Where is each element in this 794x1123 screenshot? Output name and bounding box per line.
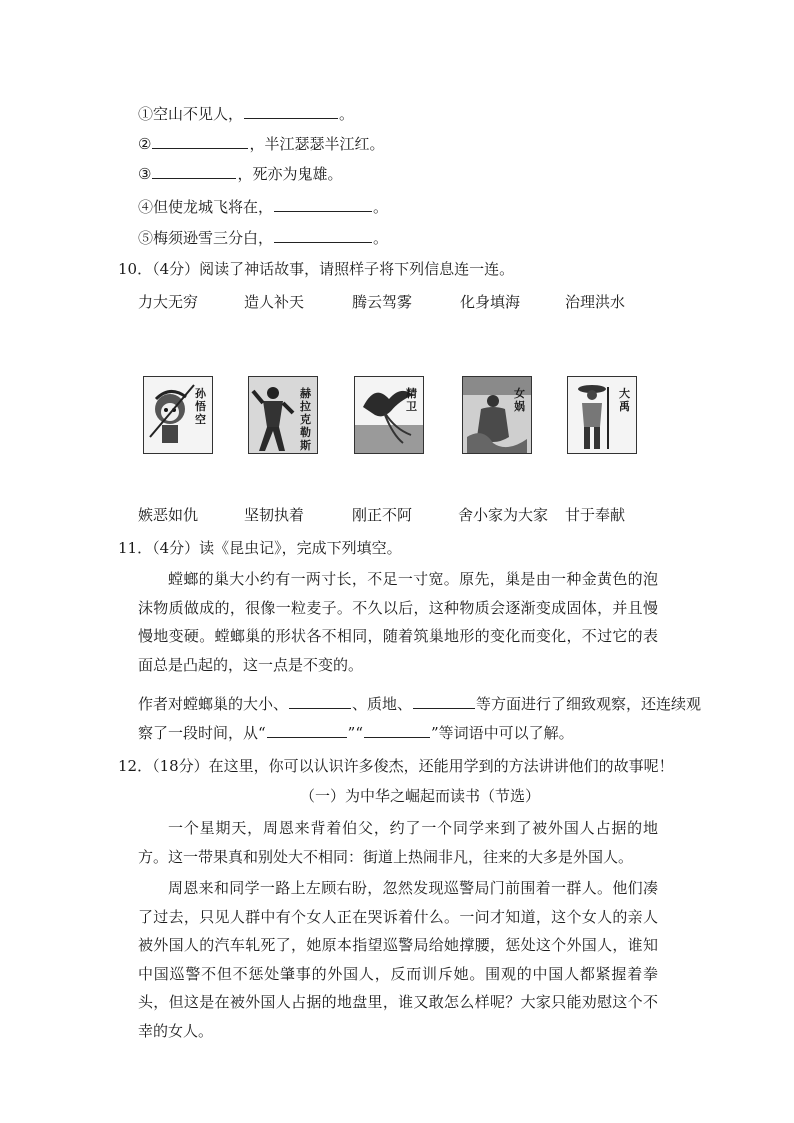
picture-card[interactable] xyxy=(462,376,532,454)
fill-item-1: ①空山不见人， 。 xyxy=(138,105,355,123)
picture-label: 孙悟空 xyxy=(195,387,206,426)
q11-title: 11．（4分）读《昆虫记》，完成下列填空。 xyxy=(118,539,402,557)
top-word[interactable]: 化身填海 xyxy=(460,293,521,311)
q12-paragraph-2: 周恩来和同学一路上左顾右盼，忽然发现巡警局门前围着一群人。他们凑了过去，只见人群中有个女人正在哭诉着什么。一问才知道，这个女人的亲人被外国人的汽车轧死了，她原本指望巡警局给她撑腰，惩处这个外国人，谁知中国巡警不但不惩处肇事的外国人，反而训斥她。围观的中国人都紧握着拳头，但这是在被外国人占据的地盘里，谁又敢怎么样呢？大家只能劝慰这个不幸的女人。 xyxy=(138,879,658,1040)
bottom-word-row xyxy=(0,504,794,524)
fill-item-3: ③ ，死亦为鬼雄。 xyxy=(138,165,343,183)
fill-item-5: ⑤梅须逊雪三分白， 。 xyxy=(138,229,389,247)
q11-question-line-1: 作者对螳螂巢的大小、 、质地、 等方面进行了细致观察，还连续观 xyxy=(138,695,702,713)
bottom-word[interactable]: 甘于奉献 xyxy=(565,506,626,524)
top-word-row xyxy=(0,291,794,311)
answer-blank[interactable] xyxy=(274,197,372,212)
picture-card[interactable] xyxy=(354,376,424,454)
q10-title: 10．（4分）阅读了神话故事，请照样子将下列信息连一连。 xyxy=(118,260,515,278)
answer-blank[interactable] xyxy=(364,723,430,738)
top-word[interactable]: 造人补天 xyxy=(244,293,305,311)
q12-paragraph-1: 一个星期天，周恩来背着伯父，约了一个同学来到了被外国人占据的地方。这一带果真和别处大不相同：街道上热闹非凡，往来的大多是外国人。 xyxy=(138,819,658,866)
picture-card[interactable] xyxy=(143,376,213,454)
picture-label: 大禹 xyxy=(619,387,630,413)
top-word[interactable]: 腾云驾雾 xyxy=(352,293,413,311)
answer-blank[interactable] xyxy=(244,104,338,119)
fill-item-2: ② ，半江瑟瑟半江红。 xyxy=(138,135,385,153)
fill-item-4: ④但使龙城飞将在， 。 xyxy=(138,198,389,216)
top-word[interactable]: 力大无穷 xyxy=(138,293,199,311)
answer-blank[interactable] xyxy=(289,694,351,709)
q12-title: 12．（18分）在这里，你可以认识许多俊杰，还能用学到的方法讲讲他们的故事呢！ xyxy=(118,757,674,775)
bottom-word[interactable]: 刚正不阿 xyxy=(352,506,413,524)
picture-label: 赫拉克勒斯 xyxy=(300,387,311,452)
picture-label: 精卫 xyxy=(406,387,417,413)
q11-passage: 螳螂的巢大小约有一两寸长，不足一寸宽。原先，巢是由一种金黄色的泡沫物质做成的，很像一粒麦子。不久以后，这种物质会逐渐变成固体，并且慢慢地变硬。螳螂巢的形状各不相同，随着筑巢地形的变化而变化，不过它的表面总是凸起的，这一点是不变的。 xyxy=(138,570,658,674)
answer-blank[interactable] xyxy=(152,134,248,149)
picture-label: 女娲 xyxy=(514,387,525,413)
answer-blank[interactable] xyxy=(152,164,236,179)
answer-blank[interactable] xyxy=(274,228,372,243)
answer-blank[interactable] xyxy=(413,694,475,709)
picture-card[interactable] xyxy=(567,376,637,454)
bottom-word[interactable]: 舍小家为大家 xyxy=(458,506,549,524)
picture-card[interactable] xyxy=(248,376,318,454)
q12-subtitle: （一）为中华之崛起而读书（节选） xyxy=(300,787,541,805)
bottom-word[interactable]: 坚韧执着 xyxy=(244,506,305,524)
answer-blank[interactable] xyxy=(267,723,347,738)
q11-question-line-2: 察了一段时间，从“ ”“ ”等词语中可以了解。 xyxy=(138,724,574,742)
top-word[interactable]: 治理洪水 xyxy=(565,293,626,311)
bottom-word[interactable]: 嫉恶如仇 xyxy=(138,506,199,524)
